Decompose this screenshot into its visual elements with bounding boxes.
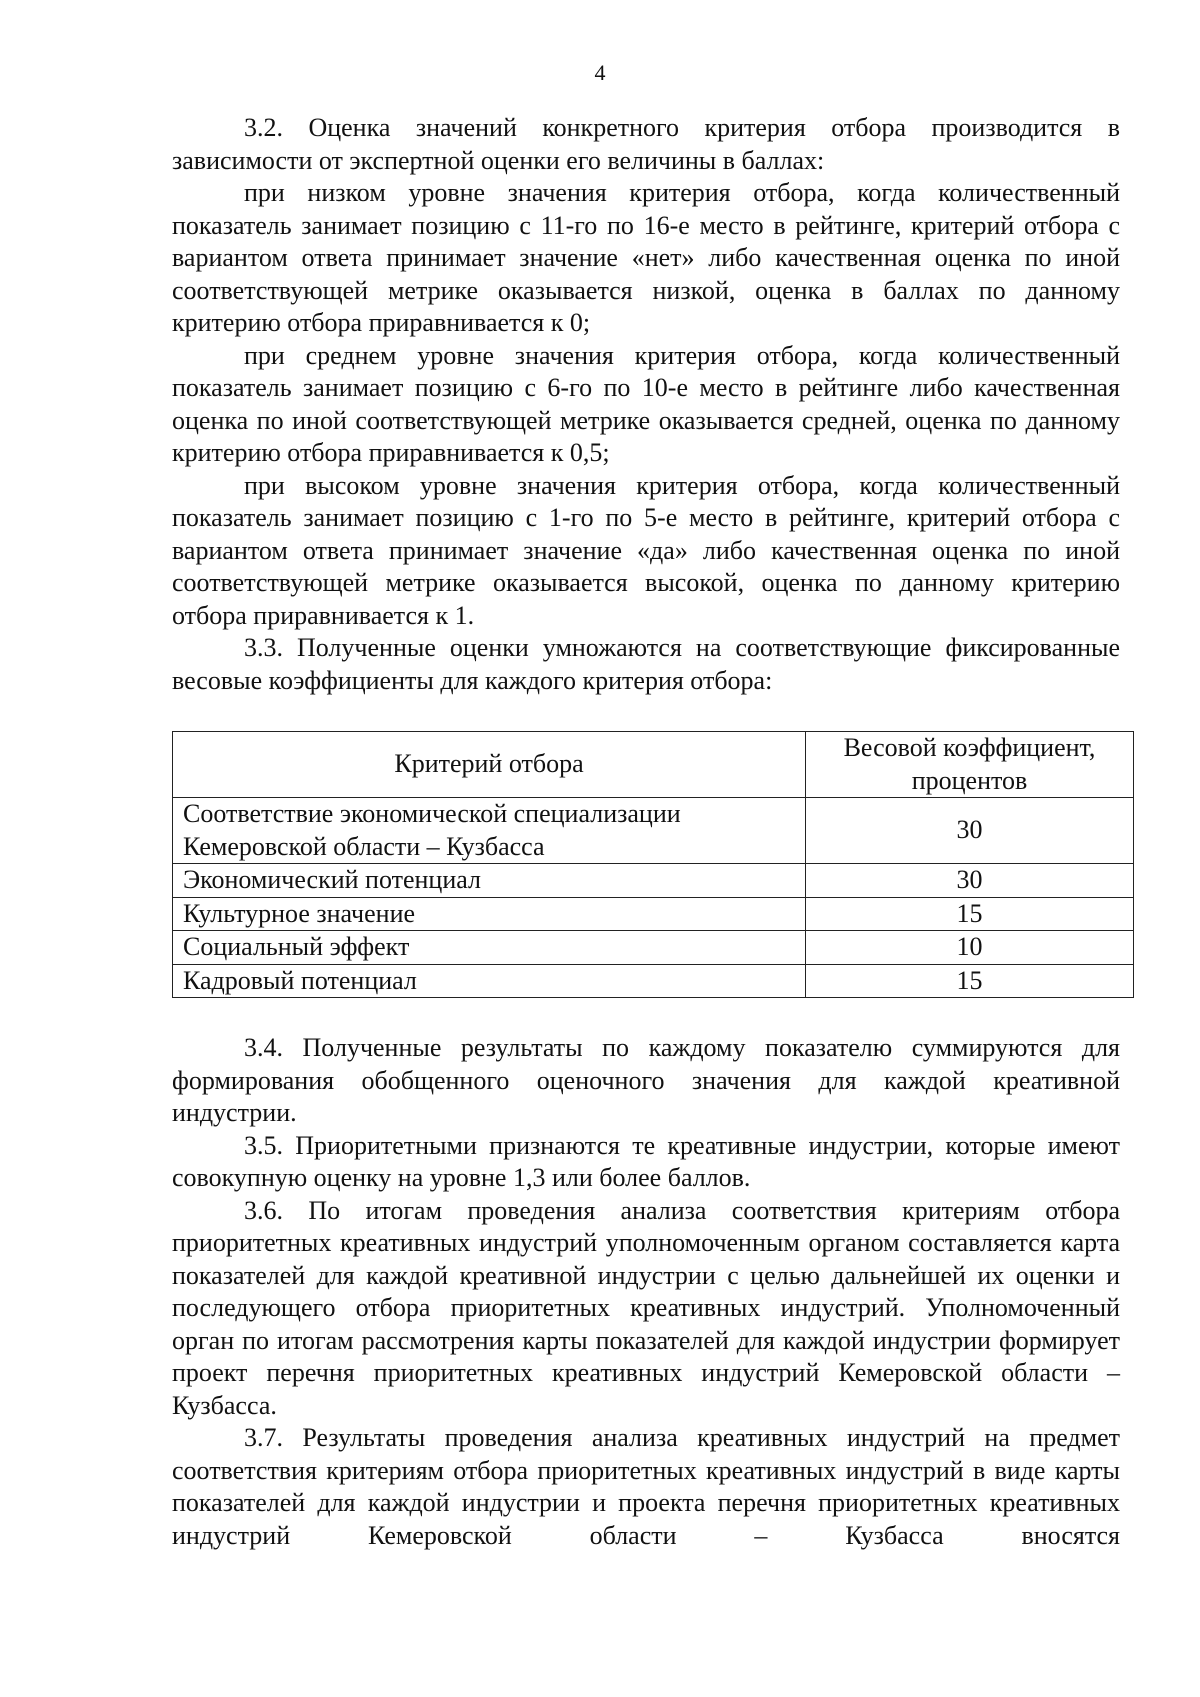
table-row	[173, 798, 1134, 864]
paragraph-3-2: 3.2. Оценка значений конкретного критерия отбора производится в зависимости от экспертной оценки его величины в баллах:	[172, 113, 1120, 175]
criterion-cell: Социальный эффект	[173, 931, 806, 965]
page-number: 4	[594, 60, 606, 85]
table-row	[173, 864, 1134, 898]
weight-cell: 15	[806, 964, 1134, 998]
table-row	[173, 964, 1134, 998]
weight-cell: 30	[806, 798, 1134, 864]
paragraph-3-6: 3.6. По итогам проведения анализа соответствия критериям отбора приоритетных креативных индустрий уполномоченным органом составляется карта показателей для каждой креативной индустрии с целью дальнейшей их оценки и последующего отбора приоритетных креативных индустрий. Уполномоченный орган по итогам рассмотрения карты показателей для каждой индустрии формирует проект перечня приоритетных креативных индустрий Кемеровской области – Кузбасса.	[172, 1195, 1120, 1420]
table-row	[173, 931, 1134, 965]
paragraph-3-7: 3.7. Результаты проведения анализа креативных индустрий на предмет соответствия критериям отбора приоритетных креативных индустрий в виде карты показателей для каждой индустрии и проекта перечня приоритетных креативных индустрий Кемеровской области – Кузбасса вносятся	[172, 1423, 1120, 1550]
paragraph-3-4: 3.4. Полученные результаты по каждому показателю суммируются для формирования обобщенного оценочного значения для каждой креативной индустрии.	[172, 1033, 1120, 1127]
document-body	[172, 112, 1120, 1552]
paragraph-low-level: при низком уровне значения критерия отбора, когда количественный показатель занимает позицию с 11-го по 16-е место в рейтинге, критерий отбора с вариантом ответа принимает значение «нет» либо качественная оценка по иной соответствующей метрике оказывается низкой, оценка в баллах по данному критерию отбора приравнивается к 0;	[172, 178, 1120, 337]
criteria-weights-table	[172, 731, 1134, 998]
paragraph-medium-level: при среднем уровне значения критерия отбора, когда количественный показатель занимает позицию с 6-го по 10-е место в рейтинге либо качественная оценка по иной соответствующей метрике оказывается средней, оценка по данному критерию отбора приравнивается к 0,5;	[172, 340, 1120, 467]
criterion-cell: Экономический потенциал	[173, 864, 806, 898]
table-row	[173, 897, 1134, 931]
criterion-cell: Культурное значение	[173, 897, 806, 931]
weight-cell: 15	[806, 897, 1134, 931]
weight-cell: 10	[806, 931, 1134, 965]
table-header-row	[173, 732, 1134, 798]
criterion-cell: Кадровый потенциал	[173, 964, 806, 998]
paragraph-3-5: 3.5. Приоритетными признаются те креативные индустрии, которые имеют совокупную оценку на уровне 1,3 или более баллов.	[172, 1130, 1120, 1192]
header-criterion: Критерий отбора	[173, 732, 806, 798]
header-weight: Весовой коэффициент, процентов	[806, 732, 1134, 798]
paragraph-3-3: 3.3. Полученные оценки умножаются на соответствующие фиксированные весовые коэффициенты для каждого критерия отбора:	[172, 633, 1120, 695]
criterion-cell: Соответствие экономической специализации Кемеровской области – Кузбасса	[173, 798, 806, 864]
weight-cell: 30	[806, 864, 1134, 898]
paragraph-high-level: при высоком уровне значения критерия отбора, когда количественный показатель занимает позицию с 1-го по 5-е место в рейтинге, критерий отбора с вариантом ответа принимает значение «да» либо качественная оценка по иной соответствующей метрике оказывается высокой, оценка по данному критерию отбора приравнивается к 1.	[172, 470, 1120, 630]
